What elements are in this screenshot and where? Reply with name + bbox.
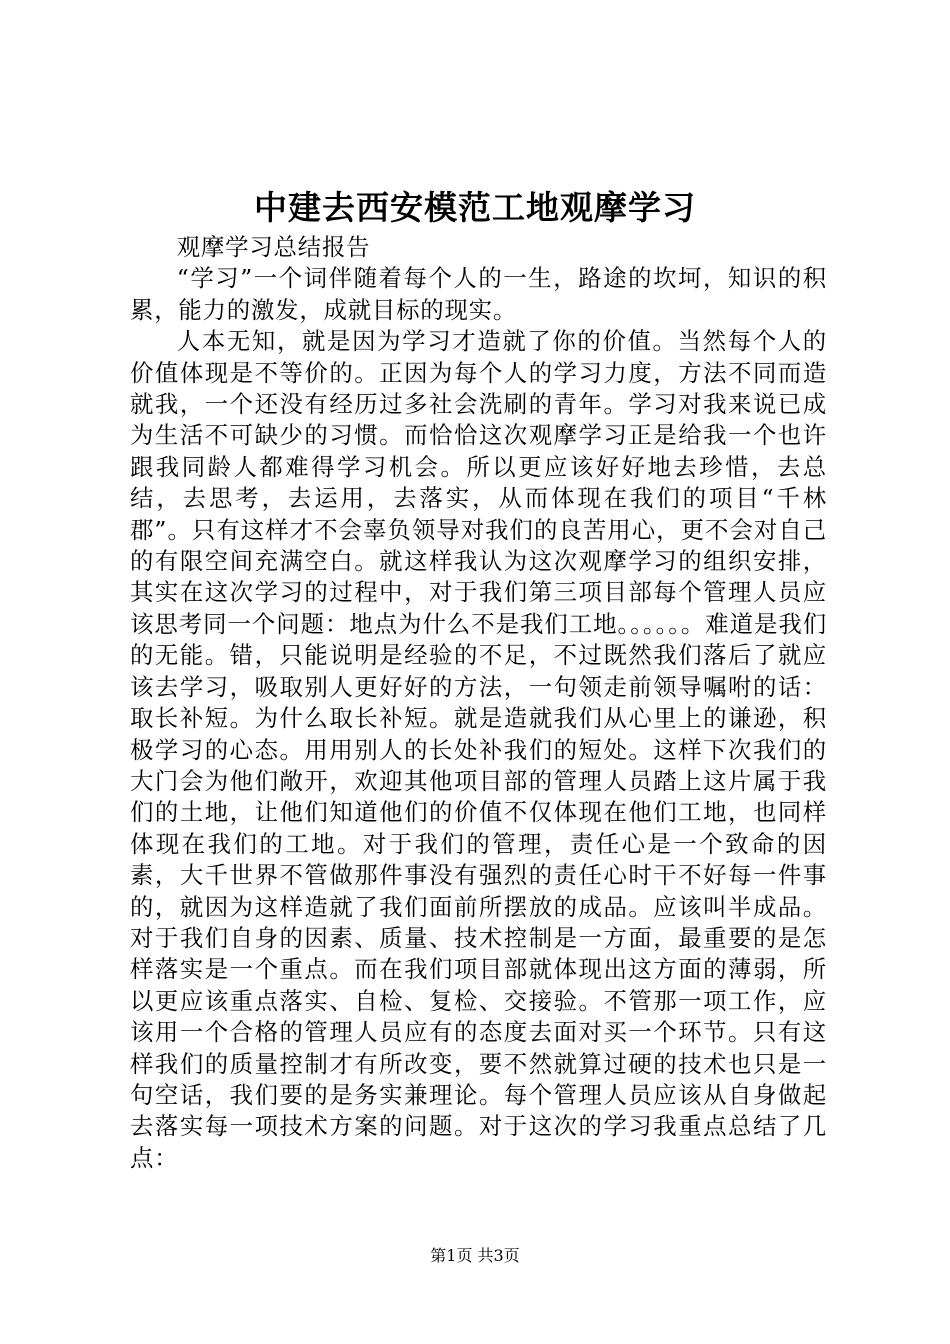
- document-title: 中建去西安模范工地观摩学习: [254, 188, 696, 227]
- body-paragraph-1: “学习”一个词伴随着每个人的一生，路途的坎坷，知识的积累，能力的激发，成就目标的现实。: [130, 264, 827, 324]
- subtitle-paragraph: 观摩学习总结报告: [176, 233, 371, 261]
- document-body: [130, 232, 827, 1174]
- page-footer: [0, 1244, 950, 1268]
- page-indicator: 第1页 共3页: [430, 1246, 520, 1265]
- body-paragraph-2: 人本无知，就是因为学习才造就了你的价值。当然每个人的价值体现是不等价的。正因为每个人的学习力度，方法不同而造就我，一个还没有经历过多社会洗刷的青年。学习对我来说已成为生活不可缺少的习惯。而恰恰这次观摩学习正是给我一个也许跟我同龄人都难得学习机会。所以更应该好好地去珍惜，去总结，去思考，去运用，去落实，从而体现在我们的项目“千林郡”。只有这样才不会辜负领导对我们的良苦用心，更不会对自己的有限空间充满空白。就这样我认为这次观摩学习的组织安排，其实在这次学习的过程中，对于我们第三项目部每个管理人员应该思考同一个问题：地点为什么不是我们工地。。。。。。难道是我们的无能。错，只能说明是经验的不足，不过既然我们落后了就应该去学习，吸取别人更好好的方法，一句领走前领导嘱咐的话：取长补短。为什么取长补短。就是造就我们从心里上的谦逊，积极学习的心态。用用别人的长处补我们的短处。这样下次我们的大门会为他们敞开，欢迎其他项目部的管理人员踏上这片属于我们的土地，让他们知道他们的价值不仅体现在他们工地，也同样体现在我们的工地。对于我们的管理，责任心是一个致命的因素，大千世界不管做那件事没有强烈的责任心时干不好每一件事的，就因为这样造就了我们面前所摆放的成品。应该叫半成品。对于我们自身的因素、质量、技术控制是一方面，最重要的是怎样落实是一个重点。而在我们项目部就体现出这方面的薄弱，所以更应该重点落实、自检、复检、交接验。不管那一项工作，应该用一个合格的管理人员应有的态度去面对买一个环节。只有这样我们的质量控制才有所改变，要不然就算过硬的技术也只是一句空话，我们要的是务实兼理论。每个管理人员应该从自身做起去落实每一项技术方案的问题。对于这次的学习我重点总结了几点：: [130, 327, 827, 1172]
